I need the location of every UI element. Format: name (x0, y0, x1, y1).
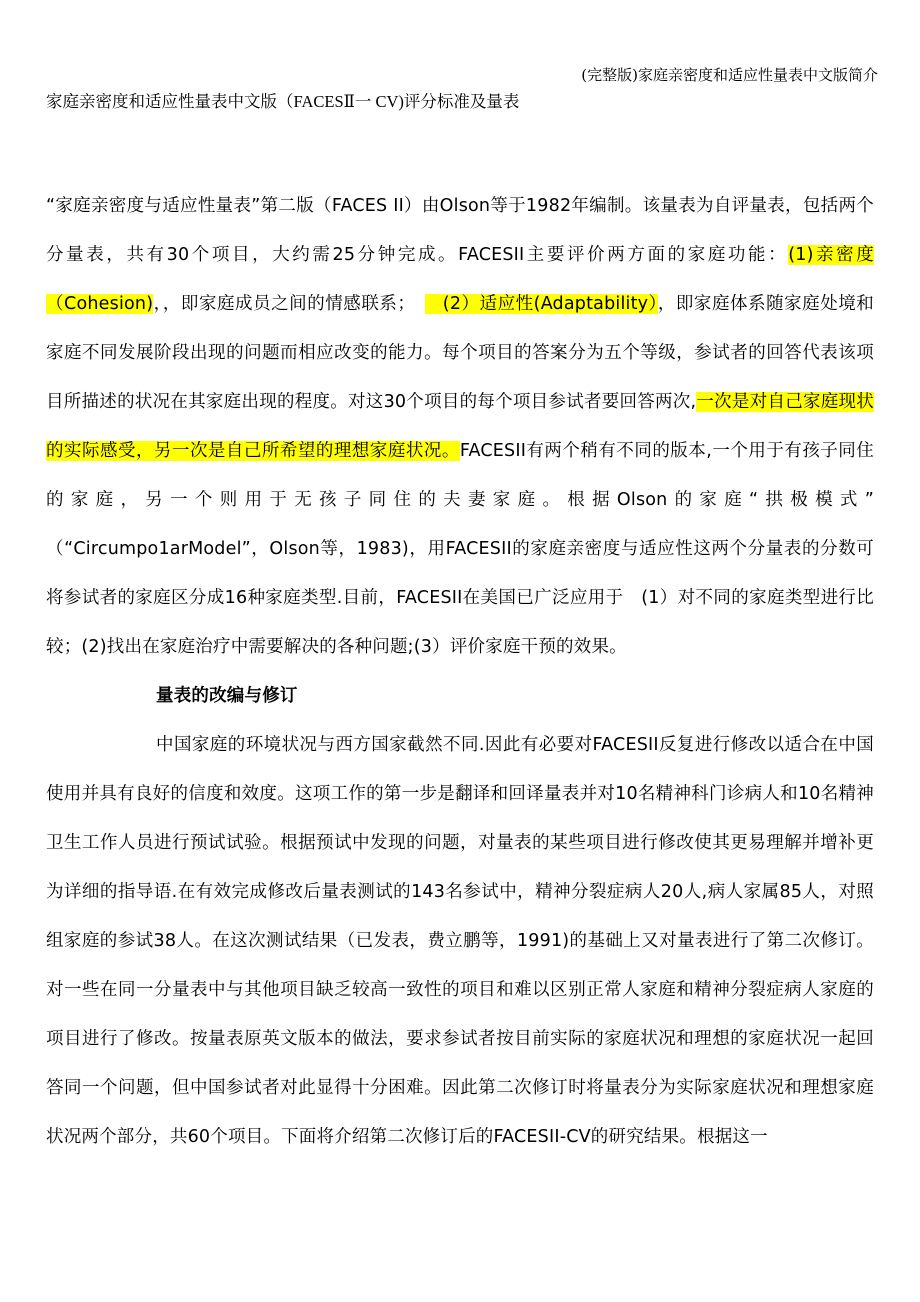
page-header: (完整版)家庭亲密度和适应性量表中文版简介 (581, 66, 878, 84)
intro-text-2: ，，即家庭成员之间的情感联系； (153, 294, 425, 314)
highlight-adaptability: (2）适应性(Adaptability） (424, 294, 658, 314)
revision-paragraph: 中国家庭的环境状况与西方国家截然不同.因此有必要对FACESII反复进行修改以适合在中国使用并具有良好的信度和效度。这项工作的第一步是翻译和回译量表并对10名精神科门诊病人和10名精神卫生工作人员进行预试试验。根据预试中发现的问题，对量表的某些项目进行修改使其更易理解并增补更为详细的指导语.在有效完成修改后量表测试的143名参试中，精神分裂症病人20人,病人家属85人，对照组家庭的参试38人。在这次测试结果（已发表，费立鹏等，1991)的基础上又对量表进行了第二次修订。对一些在同一分量表中与其他项目缺乏较高一致性的项目和难以区别正常人家庭和精神分裂症病人家庭的项目进行了修改。按量表原英文版本的做法，要求参试者按目前实际的家庭状况和理想的家庭状况一起回答同一个问题，但中国参试者对此显得十分困难。因此第二次修订时将量表分为实际家庭状况和理想家庭状况两个部分，共60个项目。下面将介绍第二次修订后的FACESII-CV的研究结果。根据这一 (46, 735, 874, 1147)
intro-text-4: FACESII有两个稍有不同的版本,一个用于有孩子同住的家庭，另一个则用于无孩子同住的夫妻家庭。根据Olson的家庭“拱极模式” （“Circumpo1arModel”，Olson等，1983)，用FACESII的家庭亲密度与适应性这两个分量表的分数可将参试者的家庭区分成16种家庭类型.目前，FACESII在美国已广泛应用于 (1）对不同的家庭类型进行比较；(2)找出在家庭治疗中需要解决的各种问题;(3）评价家庭干预的效果。 (46, 441, 910, 657)
section-heading: 量表的改编与修订 (156, 686, 298, 706)
document-body (46, 182, 910, 1162)
highlight-cohesion: (1)亲密度（Cohesion) (46, 245, 874, 314)
intro-text-3: ，即家庭体系随家庭处境和家庭不同发展阶段出现的问题而相应改变的能力。每个项目的答案分为五个等级，参试者的回答代表该项目所描述的状况在其家庭出现的程度。对这30个项目的每个项目参试者要回答两次, (46, 294, 874, 412)
highlight-answer-twice: 一次是对自己家庭现状的实际感受，另一次是自己所希望的理想家庭状况。 (46, 392, 874, 461)
document-title: 家庭亲密度和适应性量表中文版（FACESⅡ一 CV)评分标准及量表 (46, 92, 520, 111)
intro-text-1: “家庭亲密度与适应性量表”第二版（FACES II）由Olson等于1982年编制。该量表为自评量表，包括两个分量表，共有30个项目，大约需25分钟完成。FACESII主要评价两方面的家庭功能： (46, 196, 874, 265)
intro-paragraph (46, 182, 910, 672)
